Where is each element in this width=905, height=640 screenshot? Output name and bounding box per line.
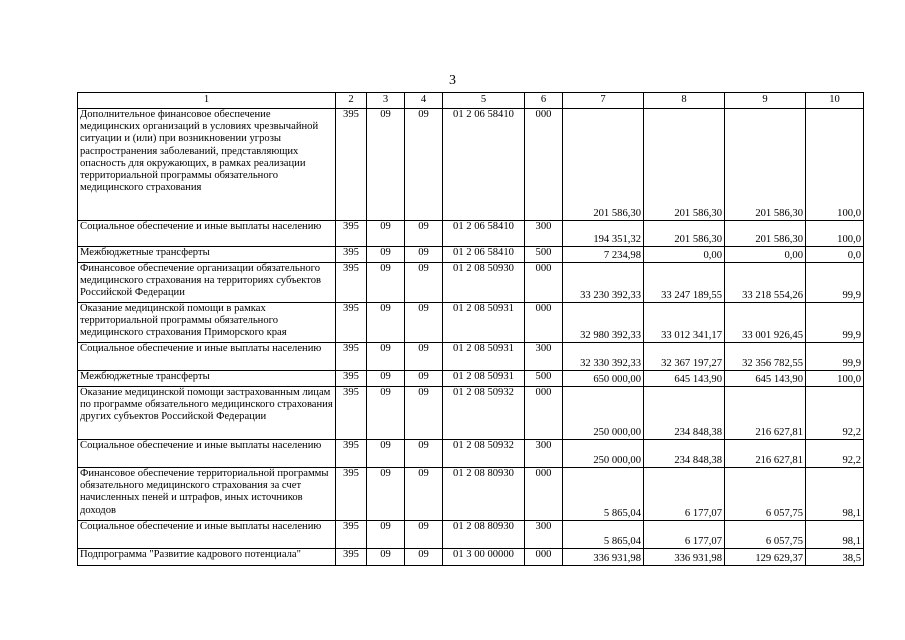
cell-subsection: 09 (405, 440, 443, 468)
cell-percent: 98,1 (806, 468, 864, 521)
cell-expense-type: 300 (525, 440, 563, 468)
cell-refined-value: 6 177,07 (644, 521, 725, 549)
row-name: Социальное обеспечение и иные выплаты населению (78, 221, 336, 247)
cell-subsection: 09 (405, 371, 443, 387)
row-name: Оказание медицинской помощи в рамках территориальной программы обязательного медицинского страхования Приморского края (78, 303, 336, 343)
cell-percent: 100,0 (806, 109, 864, 221)
cell-section: 09 (367, 343, 405, 371)
cell-expense-type: 500 (525, 371, 563, 387)
cell-refined-value: 32 367 197,27 (644, 343, 725, 371)
cell-expense-type: 300 (525, 343, 563, 371)
cell-expense-type: 300 (525, 521, 563, 549)
header-row (78, 93, 864, 109)
cell-percent: 99,9 (806, 303, 864, 343)
cell-refined-value: 645 143,90 (644, 371, 725, 387)
cell-admin-code: 395 (336, 387, 367, 440)
cell-section: 09 (367, 549, 405, 566)
cell-plan-value: 5 865,04 (563, 468, 644, 521)
row-name: Финансовое обеспечение территориальной программы обязательного медицинского страхования за счет начисленных пеней и штрафов, иных источников доходов (78, 468, 336, 521)
cell-section: 09 (367, 263, 405, 303)
cell-plan-value: 33 230 392,33 (563, 263, 644, 303)
table-row (78, 521, 864, 549)
cell-executed-value: 216 627,81 (725, 440, 806, 468)
cell-refined-value: 234 848,38 (644, 440, 725, 468)
cell-expense-type: 000 (525, 303, 563, 343)
cell-target-article: 01 3 00 00000 (443, 549, 525, 566)
cell-refined-value: 33 247 189,55 (644, 263, 725, 303)
table-row (78, 247, 864, 263)
cell-section: 09 (367, 387, 405, 440)
cell-executed-value: 33 001 926,45 (725, 303, 806, 343)
table-row (78, 468, 864, 521)
cell-target-article: 01 2 08 50930 (443, 263, 525, 303)
row-name: Подпрограмма "Развитие кадрового потенциала" (78, 549, 336, 566)
table-row (78, 343, 864, 371)
cell-plan-value: 32 980 392,33 (563, 303, 644, 343)
cell-section: 09 (367, 221, 405, 247)
budget-table (77, 92, 864, 566)
table-row (78, 303, 864, 343)
cell-admin-code: 395 (336, 468, 367, 521)
cell-expense-type: 000 (525, 549, 563, 566)
cell-admin-code: 395 (336, 221, 367, 247)
cell-percent: 100,0 (806, 221, 864, 247)
cell-target-article: 01 2 08 50931 (443, 343, 525, 371)
cell-admin-code: 395 (336, 109, 367, 221)
cell-refined-value: 201 586,30 (644, 221, 725, 247)
cell-target-article: 01 2 08 50931 (443, 303, 525, 343)
cell-section: 09 (367, 303, 405, 343)
cell-admin-code: 395 (336, 371, 367, 387)
cell-expense-type: 000 (525, 387, 563, 440)
cell-expense-type: 300 (525, 221, 563, 247)
cell-executed-value: 6 057,75 (725, 468, 806, 521)
cell-target-article: 01 2 06 58410 (443, 109, 525, 221)
cell-subsection: 09 (405, 109, 443, 221)
cell-admin-code: 395 (336, 303, 367, 343)
cell-plan-value: 5 865,04 (563, 521, 644, 549)
cell-subsection: 09 (405, 468, 443, 521)
cell-subsection: 09 (405, 343, 443, 371)
row-name: Финансовое обеспечение организации обязательного медицинского страхования на территориях субъектов Российской Федерации (78, 263, 336, 303)
row-name: Социальное обеспечение и иные выплаты населению (78, 440, 336, 468)
table-row (78, 549, 864, 566)
column-header: 2 (336, 93, 367, 109)
cell-refined-value: 33 012 341,17 (644, 303, 725, 343)
cell-target-article: 01 2 08 50931 (443, 371, 525, 387)
cell-plan-value: 336 931,98 (563, 549, 644, 566)
table-row (78, 221, 864, 247)
cell-refined-value: 234 848,38 (644, 387, 725, 440)
cell-section: 09 (367, 468, 405, 521)
cell-section: 09 (367, 521, 405, 549)
cell-percent: 99,9 (806, 263, 864, 303)
cell-percent: 92,2 (806, 387, 864, 440)
cell-plan-value: 32 330 392,33 (563, 343, 644, 371)
cell-percent: 99,9 (806, 343, 864, 371)
table-row (78, 371, 864, 387)
column-header: 3 (367, 93, 405, 109)
row-name: Дополнительное финансовое обеспечение медицинских организаций в условиях чрезвычайной ситуации и (или) при возникновении угрозы распространения заболеваний, представляющих опасность для окружающих, в рамках реализации территориальной программы обязательного медицинского страхования (78, 109, 336, 221)
cell-admin-code: 395 (336, 521, 367, 549)
row-name: Межбюджетные трансферты (78, 247, 336, 263)
cell-target-article: 01 2 08 80930 (443, 521, 525, 549)
cell-admin-code: 395 (336, 343, 367, 371)
cell-admin-code: 395 (336, 263, 367, 303)
cell-refined-value: 0,00 (644, 247, 725, 263)
column-header: 8 (644, 93, 725, 109)
cell-refined-value: 6 177,07 (644, 468, 725, 521)
cell-subsection: 09 (405, 247, 443, 263)
cell-plan-value: 7 234,98 (563, 247, 644, 263)
cell-admin-code: 395 (336, 549, 367, 566)
cell-refined-value: 201 586,30 (644, 109, 725, 221)
page-number: 3 (449, 73, 456, 88)
column-header: 1 (78, 93, 336, 109)
cell-section: 09 (367, 371, 405, 387)
cell-executed-value: 201 586,30 (725, 109, 806, 221)
cell-percent: 92,2 (806, 440, 864, 468)
table-row (78, 440, 864, 468)
cell-executed-value: 216 627,81 (725, 387, 806, 440)
cell-expense-type: 000 (525, 263, 563, 303)
cell-refined-value: 336 931,98 (644, 549, 725, 566)
cell-plan-value: 650 000,00 (563, 371, 644, 387)
column-header: 9 (725, 93, 806, 109)
column-header: 7 (563, 93, 644, 109)
cell-subsection: 09 (405, 221, 443, 247)
cell-section: 09 (367, 109, 405, 221)
column-header: 4 (405, 93, 443, 109)
cell-plan-value: 201 586,30 (563, 109, 644, 221)
cell-percent: 100,0 (806, 371, 864, 387)
column-header: 10 (806, 93, 864, 109)
cell-executed-value: 6 057,75 (725, 521, 806, 549)
cell-plan-value: 250 000,00 (563, 440, 644, 468)
cell-plan-value: 194 351,32 (563, 221, 644, 247)
cell-subsection: 09 (405, 387, 443, 440)
cell-target-article: 01 2 08 50932 (443, 440, 525, 468)
row-name: Социальное обеспечение и иные выплаты населению (78, 343, 336, 371)
cell-executed-value: 0,00 (725, 247, 806, 263)
cell-subsection: 09 (405, 521, 443, 549)
cell-target-article: 01 2 06 58410 (443, 221, 525, 247)
column-header: 5 (443, 93, 525, 109)
table-row (78, 109, 864, 221)
cell-percent: 98,1 (806, 521, 864, 549)
cell-executed-value: 33 218 554,26 (725, 263, 806, 303)
cell-executed-value: 129 629,37 (725, 549, 806, 566)
cell-target-article: 01 2 06 58410 (443, 247, 525, 263)
cell-expense-type: 000 (525, 468, 563, 521)
table-body (78, 93, 864, 566)
cell-executed-value: 32 356 782,55 (725, 343, 806, 371)
cell-subsection: 09 (405, 549, 443, 566)
row-name: Социальное обеспечение и иные выплаты населению (78, 521, 336, 549)
cell-admin-code: 395 (336, 440, 367, 468)
row-name: Оказание медицинской помощи застрахованным лицам по программе обязательного медицинского страхования других субъектов Российской Федерации (78, 387, 336, 440)
cell-executed-value: 645 143,90 (725, 371, 806, 387)
row-name: Межбюджетные трансферты (78, 371, 336, 387)
cell-section: 09 (367, 440, 405, 468)
cell-subsection: 09 (405, 303, 443, 343)
cell-target-article: 01 2 08 50932 (443, 387, 525, 440)
cell-section: 09 (367, 247, 405, 263)
cell-expense-type: 000 (525, 109, 563, 221)
cell-target-article: 01 2 08 80930 (443, 468, 525, 521)
cell-subsection: 09 (405, 263, 443, 303)
cell-percent: 0,0 (806, 247, 864, 263)
cell-executed-value: 201 586,30 (725, 221, 806, 247)
cell-expense-type: 500 (525, 247, 563, 263)
cell-plan-value: 250 000,00 (563, 387, 644, 440)
cell-percent: 38,5 (806, 549, 864, 566)
table-row (78, 263, 864, 303)
table-row (78, 387, 864, 440)
cell-admin-code: 395 (336, 247, 367, 263)
column-header: 6 (525, 93, 563, 109)
